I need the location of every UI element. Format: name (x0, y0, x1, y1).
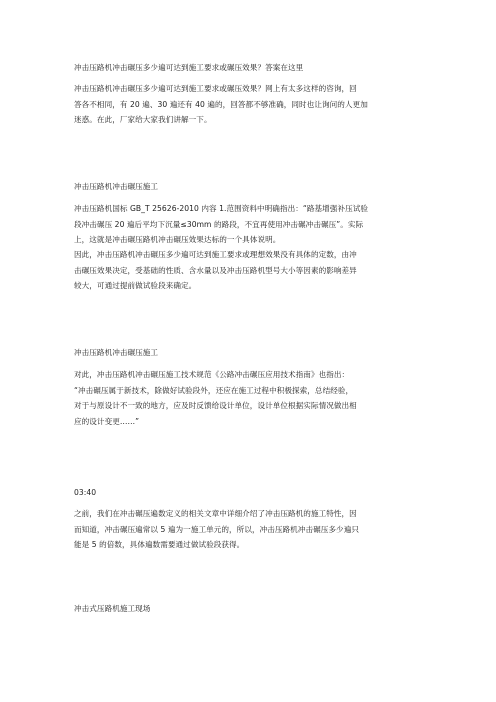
paragraph-line: 段冲击碾压 20 遍后平均下沉量≤30mm 的路段，不宜再使用冲击碾冲击碾压”。实际 (74, 219, 364, 229)
paragraph-line: 对此，冲击压路机冲击碾压施工技术规范《公路冲击碾压应用技术指南》也指出： (74, 370, 350, 379)
section-heading (74, 345, 424, 361)
paragraph-line: 冲击压路机冲击碾压多少遍可达到施工要求或碾压效果？网上有太多这样的咨询，回 (74, 84, 357, 93)
section-heading (74, 179, 424, 195)
paragraph-line: 能是 5 的倍数，具体遍数需要通过做试验段获得。 (74, 540, 245, 549)
paragraph-line: 冲击压路机国标 GB_T 25626-2010 内容 1.范围资料中明确指出：“路基增强补压试验 (74, 204, 369, 213)
heading-text: 冲击式压路机施工现场 (74, 604, 151, 613)
passes-paragraph (74, 506, 424, 553)
paragraph-line: 因此，冲击压路机冲击碾压多少遍可达到施工要求或理想效果没有具体的定数，由冲 (74, 250, 357, 259)
guide-paragraph (74, 367, 424, 429)
standard-paragraph (74, 201, 424, 248)
title-text: 冲击压路机冲击碾压多少遍可达到施工要求或碾压效果？答案在这里 (74, 63, 304, 72)
paragraph-line: 之前，我们在冲击碾压遍数定义的相关文章中详细介绍了冲击压路机的施工特性，因 (74, 509, 357, 518)
paragraph-line: 击碾压效果决定，受基础的性质、含水量以及冲击压路机型号大小等因素的影响差异 (74, 265, 357, 275)
paragraph-line: 迷惑。在此，厂家给大家我们讲解一下。 (74, 115, 212, 124)
document-title (74, 60, 424, 76)
heading-text: 冲击压路机冲击碾压施工 (74, 348, 159, 357)
timestamp-text: 03:40 (74, 488, 97, 497)
paragraph-line: 应的设计变更……” (74, 416, 140, 426)
timestamp (74, 485, 424, 501)
paragraph-line: 上，这就是冲击碾压路机冲击碾压效果达标的一个具体说明。 (74, 235, 281, 244)
section-heading (74, 601, 424, 617)
intro-paragraph (74, 81, 424, 128)
conclusion-paragraph (74, 247, 424, 294)
heading-text: 冲击压路机冲击碾压施工 (74, 182, 159, 191)
paragraph-line: “冲击碾压属于新技术，除做好试验段外，还应在施工过程中积极探索，总结经验， (74, 385, 354, 395)
paragraph-line: 而知道，冲击碾压遍常以 5 遍为一施工单元的，所以，冲击压路机冲击碾压多少遍只 (74, 524, 359, 534)
paragraph-line: 答各不相同，有 20 遍、30 遍还有 40 遍的，回答都不够准确，同时也让询问的人更加 (74, 99, 368, 109)
paragraph-line: 较大，可通过提前做试验段来确定。 (74, 281, 197, 290)
paragraph-line: 对于与原设计不一致的地方，应及时反馈给设计单位，设计单位根据实际情况做出相 (74, 401, 357, 410)
